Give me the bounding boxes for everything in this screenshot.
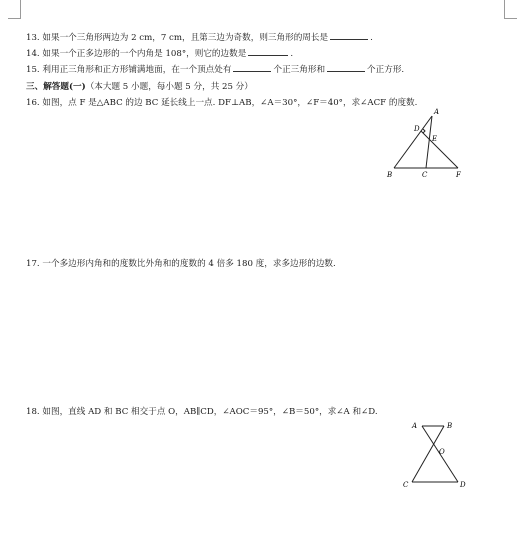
- question-18-text: 18. 如图，直线 AD 和 BC 相交于点 O，AB∥CD，∠AOC＝95°，∠B＝50°，求∠A 和∠D.: [26, 407, 378, 417]
- answer-blank-14[interactable]: [248, 46, 288, 56]
- section-header: [26, 81, 253, 93]
- question-18: [26, 406, 378, 418]
- section-title: 三、解答题(一): [26, 82, 86, 92]
- label-a: A: [434, 108, 440, 116]
- crop-mark-top-right: [504, 0, 517, 19]
- question-15-text-a: 15. 利用正三角形和正方形铺满地面，在一个顶点处有: [26, 65, 232, 75]
- label-b: B: [387, 171, 393, 179]
- question-14-text: 14. 如果一个正多边形的一个内角是 108°，则它的边数是: [26, 49, 247, 59]
- question-17: [26, 258, 336, 270]
- answer-blank-15b[interactable]: [327, 62, 365, 72]
- question-14: [26, 46, 293, 60]
- label-d: D: [460, 481, 466, 489]
- label-c: C: [403, 481, 409, 489]
- crop-mark-top-left: [8, 0, 21, 19]
- label-b: B: [447, 422, 453, 430]
- figure-16-triangle: [382, 104, 472, 180]
- question-15-text-b: 个正三角形和: [273, 65, 326, 75]
- question-15: [26, 62, 404, 76]
- answer-blank-15a[interactable]: [233, 62, 271, 72]
- question-13-end: .: [370, 33, 373, 43]
- answer-blank-13[interactable]: [330, 30, 368, 40]
- question-13: [26, 30, 373, 44]
- question-16: [26, 97, 417, 109]
- question-15-text-c: 个正方形.: [367, 65, 405, 75]
- label-e: E: [432, 135, 438, 143]
- question-17-text: 17. 一个多边形内角和的度数比外角和的度数的 4 倍多 180 度，求多边形的边数.: [26, 259, 336, 269]
- label-f: F: [456, 171, 461, 179]
- figure-18-parallel-lines: [400, 414, 475, 494]
- section-note: （本大题 5 小题，每小题 5 分，共 25 分）: [85, 82, 253, 92]
- question-14-end: .: [290, 49, 294, 59]
- label-a: A: [412, 422, 418, 430]
- label-d: D: [414, 125, 420, 133]
- label-o: O: [439, 448, 445, 456]
- segment-ab: [394, 116, 432, 168]
- label-c: C: [422, 171, 428, 179]
- right-angle-mark: [423, 129, 425, 133]
- question-13-text: 13. 如果一个三角形两边为 2 cm，7 cm，且第三边为奇数，则三角形的周长是: [26, 33, 329, 43]
- question-16-text: 16. 如图，点 F 是△ABC 的边 BC 延长线上一点. DF⊥AB，∠A＝30°，∠F＝40°，求∠ACF 的度数.: [26, 98, 418, 108]
